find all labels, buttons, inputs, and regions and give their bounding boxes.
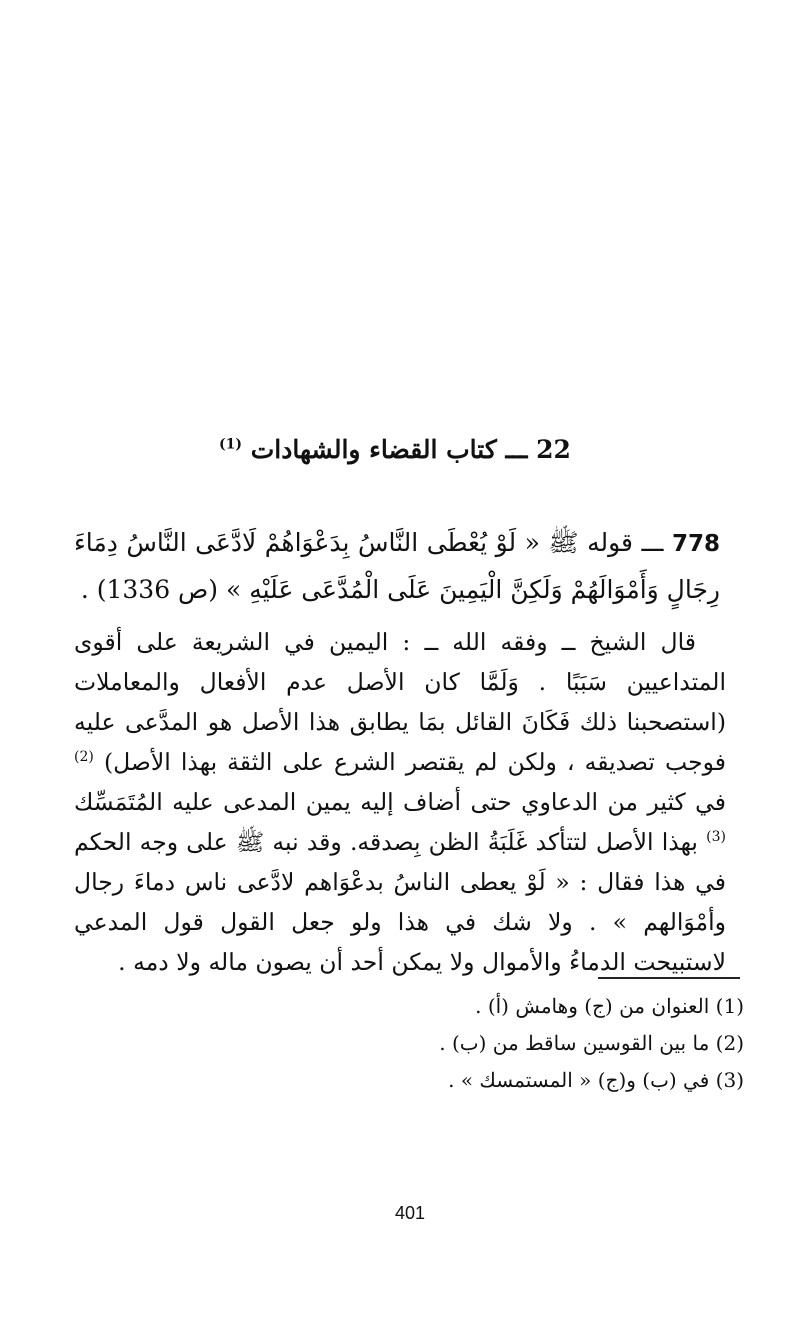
hadith-text: « لَوْ يُعْطَى النَّاسُ بِدَعْوَاهُمْ لَادَّعَى النَّاسُ دِمَاءَ رِجَالٍ وَأَمْوَالَهُمْ وَلَكِنَّ الْيَمِينَ عَلَى الْمُدَّعَى عَلَيْهِ » (ص 1336) . xyxy=(74,528,720,604)
footnote-3: (3) في (ب) و(ج) « المستمسك » . xyxy=(448,1068,744,1092)
chapter-title-text: كتاب القضاء والشهادات xyxy=(250,435,497,464)
footnote-1: (1) العنوان من (ج) وهامش (أ) . xyxy=(475,994,744,1018)
footnote-ref-3: (3) xyxy=(706,829,726,846)
footnotes xyxy=(200,988,744,1099)
commentary-paragraph xyxy=(74,622,726,982)
chapter-dash: ـــ xyxy=(505,435,528,464)
footnote-ref-2: (2) xyxy=(74,749,94,766)
chapter-title xyxy=(150,430,640,470)
page-number: 401 xyxy=(394,1203,426,1223)
hadith-number: 778 xyxy=(672,531,721,557)
chapter-footnote-ref: (1) xyxy=(219,436,243,453)
commentary-part-1: قال الشيخ ــ وفقه الله ــ : اليمين في الشريعة على أقوى المتداعيين سَبَبًا . وَلَمَّا كان الأصل عدم الأفعال والمعاملات (استصحبنا ذلك فَكَانَ القائل بمَا يطابق هذا الأصل هو المدَّعى عليه فوجب تصديقه ، ولكن لم يقتصر الشرع على الثقة بهذا الأصل) xyxy=(74,628,726,776)
footnote-separator xyxy=(598,977,740,979)
hadith-lead: ـــ قوله ﷺ xyxy=(548,528,664,557)
hadith-paragraph xyxy=(74,520,720,613)
footnote-2: (2) ما بين القوسين ساقط من (ب) . xyxy=(439,1031,744,1055)
chapter-number: 22 xyxy=(536,435,571,464)
commentary-text xyxy=(74,622,726,982)
commentary-part-2: في كثير من الدعاوي حتى أضاف إليه يمين المدعى عليه المُتَمَسِّك xyxy=(74,788,726,816)
commentary-part-3: بهذا الأصل لتتأكد غَلَبَةُ الظن بِصدقه. وقد نبه ﷺ على وجه الحكم في هذا فقال : « لَوْ يعطى الناسُ بدعْوَاهم لادَّعى ناس دماءَ رجال وأمْوَالهم » . ولا شك في هذا ولو جعل القول قول المدعي لاستبيحت الدماءُ والأموال ولا يمكن أحد أن يصون ماله ولا دمه . xyxy=(74,828,726,976)
